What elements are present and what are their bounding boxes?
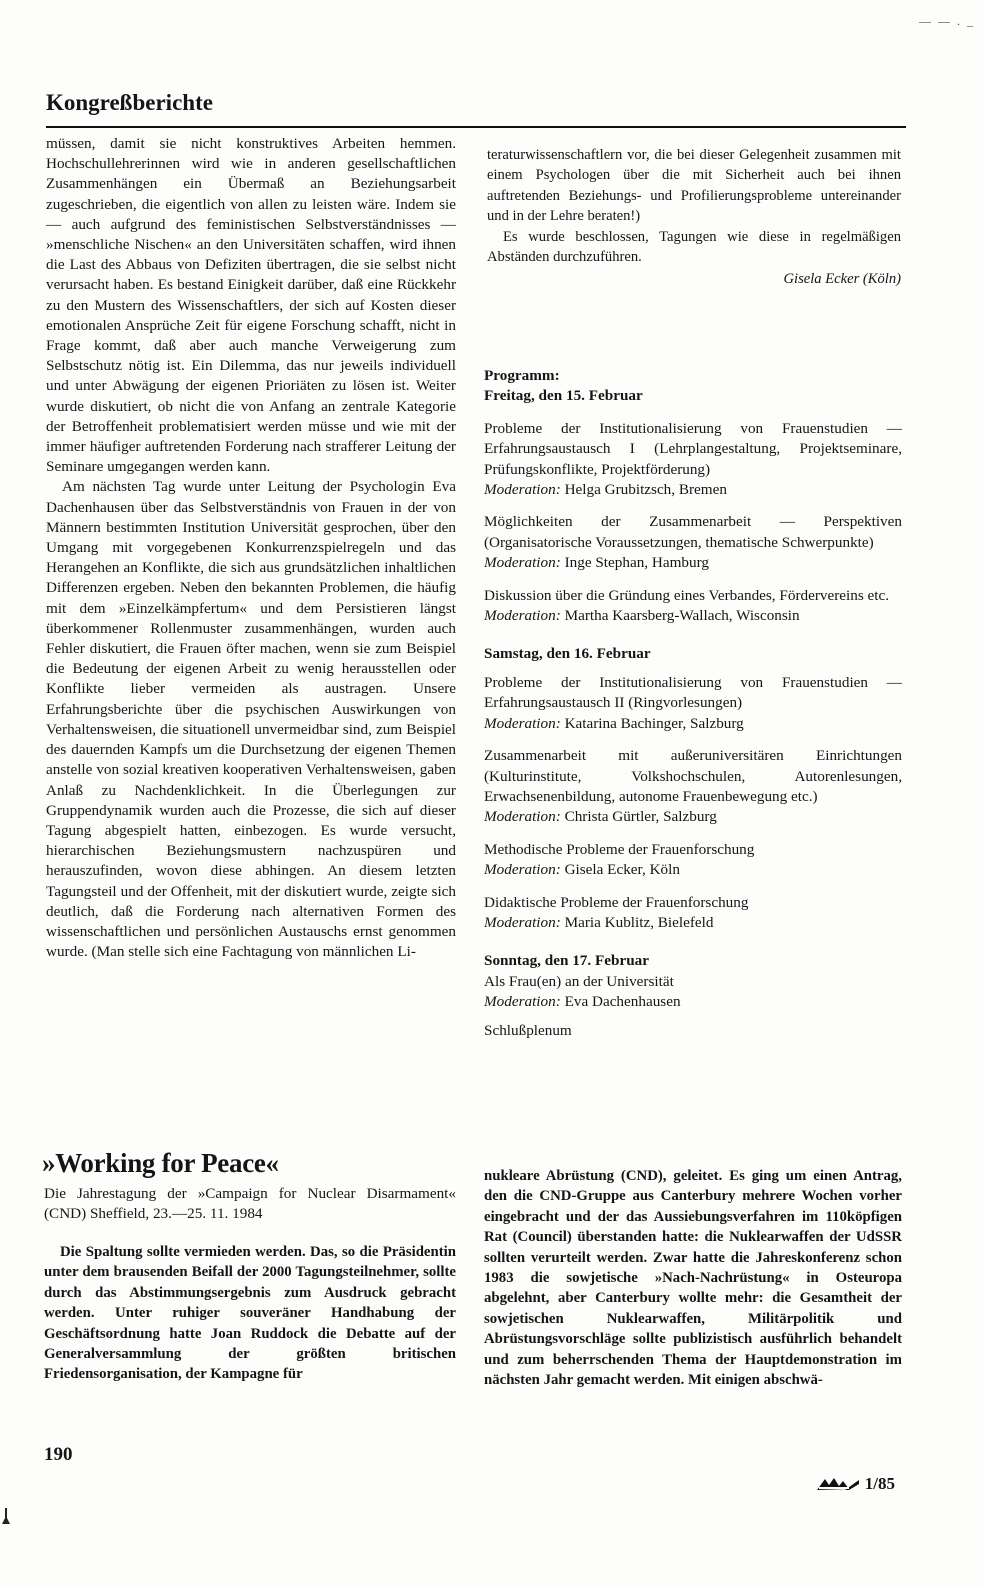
program-item — [484, 419, 902, 501]
journal-logo-icon — [815, 1476, 861, 1492]
article-title: »Working for Peace« — [42, 1148, 279, 1178]
report-paragraph: teraturwissenschaftlern vor, die bei dieser Gelegenheit zusammen mit einem Psychologen über die mit Sicherheit auch bei ihnen auftretenden Beziehungs- und Profilierungsprobleme untereinander und in der Lehre beraten!) — [487, 147, 901, 225]
program-day-title: Sonntag, den 17. Februar — [484, 952, 649, 970]
moderation-label: Moderation: — [484, 607, 561, 625]
program-item-text: Als Frau(en) an der Universität — [484, 972, 674, 990]
moderation-label: Moderation: — [484, 993, 561, 1011]
program-item-text: Möglichkeiten der Zusammenarbeit — Perspektiven (Organisatorische Voraussetzungen, thematische Schwerpunkte) — [484, 513, 902, 551]
moderator-name: Maria Kublitz, Bielefeld — [564, 913, 714, 931]
report-paragraph: Es wurde beschlossen, Tagungen wie diese in regelmäßigen Abständen durchzuführen. — [487, 228, 901, 266]
program-moderation — [484, 714, 902, 734]
moderation-label: Moderation: — [484, 714, 561, 732]
moderator-name: Christa Gürtler, Salzburg — [564, 808, 717, 826]
program-item-text: Probleme der Institutionalisierung von Frauenstudien — Erfahrungsaustausch II (Ringvorlesungen) — [484, 673, 902, 712]
program-day-title: Samstag, den 16. Februar — [484, 645, 651, 663]
section-title: Kongreßberichte — [46, 90, 213, 115]
moderation-label: Moderation: — [484, 554, 561, 572]
program-item — [484, 512, 902, 573]
program-moderation — [484, 606, 902, 626]
moderator-name: Katarina Bachinger, Salzburg — [564, 714, 744, 732]
program — [484, 366, 902, 1041]
program-item — [484, 673, 902, 734]
program-moderation — [484, 913, 902, 933]
program-item-text: Probleme der Institutionalisierung von Frauenstudien — Erfahrungsaustausch I (Lehrplangestaltung, Projektseminare, Prüfungskonflikte, Projektförderung) — [484, 419, 902, 478]
article-subtitle: Die Jahrestagung der »Campaign for Nuclear Disarmament« (CND) Sheffield, 23.—25. 11. 1984 — [44, 1185, 456, 1222]
report-signature: Gisela Ecker (Köln) — [783, 271, 901, 288]
scan-marks: — — . _ — [919, 14, 975, 28]
moderator-name: Inge Stephan, Hamburg — [564, 554, 709, 572]
program-item-text: Methodische Probleme der Frauenforschung — [484, 840, 755, 858]
article-right-column — [484, 1166, 902, 1390]
report-right-column — [487, 145, 901, 290]
program-item — [484, 840, 902, 881]
header-rule — [46, 126, 906, 128]
program-item-text: Diskussion über die Gründung eines Verbandes, Fördervereins etc. — [484, 586, 890, 604]
program-item — [484, 746, 902, 828]
program-item-text: Didaktische Probleme der Frauenforschung — [484, 893, 749, 911]
moderation-label: Moderation: — [484, 861, 561, 879]
issue-number: 1/85 — [864, 1474, 895, 1493]
issue-label — [815, 1474, 895, 1494]
program-item — [484, 972, 902, 1013]
program-item — [484, 586, 902, 627]
program-item-text: Zusammenarbeit mit außeruniversitären Einrichtungen (Kulturinstitute, Volkshochschulen, Autorenlesungen, Erwachsenenbildung, autonome Frauenbewegung etc.) — [484, 747, 902, 805]
program-moderation — [484, 553, 902, 573]
program-moderation — [484, 860, 902, 880]
moderation-label: Moderation: — [484, 481, 561, 499]
moderation-label: Moderation: — [484, 913, 561, 931]
moderator-name: Martha Kaarsberg-Wallach, Wisconsin — [564, 607, 800, 625]
article-paragraph: nukleare Abrüstung (CND), geleitet. Es ging um einen Antrag, den die CND-Gruppe aus Canterbury mehrere Wochen vorher eingebracht und der das Aussiebungsverfahren im 110köpfigen Rat (Council) überstanden hatte: die Nuklearwaffen der UdSSR sollten verurteilt werden. Zwar hatte die Jahreskonferenz schon 1983 die sowjetische »Nach-Nachrüstung« in Osteuropa abgelehnt, aber Canterbury wollte mehr: die Gesamtheit der sowjetischen Nuklearwaffen, Militärpolitik und Abrüstungsvorschläge sollte publizistisch ausführlich behandelt und zum beherrschenden Thema der Hauptdemonstration im nächsten Jahr gemacht werden. Mit einigen abschwä- — [484, 1168, 902, 1389]
report-paragraph: Am nächsten Tag wurde unter Leitung der Psychologin Eva Dachenhausen über das Selbstverständnis von Frauen in der von Männern bestimmten Institution Universität gesprochen, über den Umgang mit vorgegebenen Konkurrenzspielregeln und das Herangehen an Konflikte, die sich aus grundsätzlichen inhaltlichen Differenzen ergeben. Neben den bekannten Problemen, die häufig mit dem »Einzelkämpfertum« und dem Persistieren längst überkommener Rollenmuster zusammenhängen, wurden auch Fehler diskutiert, die Frauen öfter machen, wenn sie zum Beispiel die Bedeutung der eigenen Arbeit zu wenig herausstellen oder Konflikte lieber vermeiden als austragen. Unsere Erfahrungsberichte über die psychischen Auswirkungen von Verhaltensweisen, die situationell unvermeidbar sind, zum Beispiel des dauernden Kampfs um die Durchsetzung der eigenen Themen anstelle von sozial kreativen kooperativen Verhaltensweisen, gaben Anlaß zu Nachdenklichkeit. In die Überlegungen zur Gruppendynamik wurden auch die Prozesse, die sich auf dieser Tagung abgespielt hatten, einbezogen. Es wurde versucht, hierarchischen Beziehungsmustern nachzuspüren und herauszufinden, wovon diese abhingen. An diesem letzten Tagungsteil und der Offenheit, mit der diskutiert wurde, zeigte sich deutlich, daß die Forderung nach alternativen Formen des wissenschaftlichen und persönlichen Austauschs ernst genommen wurde. (Man stelle sich eine Fachtagung von männlichen Li- — [46, 478, 456, 961]
program-moderation — [484, 807, 902, 827]
moderation-label: Moderation: — [484, 808, 561, 826]
moderator-name: Gisela Ecker, Köln — [564, 861, 680, 879]
program-item — [484, 893, 902, 934]
article-left-column — [44, 1242, 456, 1385]
moderator-name: Eva Dachenhausen — [564, 993, 681, 1011]
program-moderation — [484, 992, 902, 1012]
report-paragraph: müssen, damit sie nicht konstruktives Arbeiten hemmen. Hochschullehrerinnen wird wie in anderen gesellschaftlichen Zusammenhängen ein Übermaß an Beziehungsarbeit zugeschrieben, die eigentlich von allen zu leisten wäre. Indem sie — auch aufgrund des feministischen Selbstverständnisses — »menschliche Nischen« an den Universitäten schaffen, wird ihnen die Last des Abbaus von Defiziten übertragen, die sie selbst nicht verursacht haben. Es bestand Einigkeit darüber, daß eine Rückkehr zu den Mustern des Wissenschaftlers, der sich auf Kosten dieser emotionalen Ansprüche Zeit für eigene Forschung schafft, nicht in Frage kommt, daß aber auch manche Verweigerung zum Selbstschutz nötig ist. Ein Dilemma, das nur jeweils individuell und unter Abwägung der eigenen Prioriäten zu lösen ist. Weiter wurde diskutiert, ob nicht die von Anfang an zentrale Kategorie der Betroffenheit problematisiert werden müsse und wie mit der immer häufiger auftretenden Forderung nach strafferer Leitung der Seminare umgegangen werden kann. — [46, 135, 456, 476]
program-day-title: Freitag, den 15. Februar — [484, 387, 643, 405]
moderator-name: Helga Grubitzsch, Bremen — [564, 481, 727, 499]
program-moderation — [484, 480, 902, 500]
program-closing: Schlußplenum — [484, 1021, 572, 1039]
report-left-column — [46, 134, 456, 962]
page-number: 190 — [44, 1444, 73, 1465]
program-heading: Programm: — [484, 367, 560, 384]
scan-artifact-mark — [2, 1508, 10, 1524]
article-paragraph: Die Spaltung sollte vermieden werden. Das, so die Präsidentin unter dem brausenden Beifall der 2000 Tagungsteilnehmer, sollte durch das Abstimmungsergebnis zum Ausdruck gebracht werden. Unter ruhiger souveräner Handhabung der Geschäftsordnung hatte Joan Ruddock die Debatte auf der Generalversammlung der größten britischen Friedensorganisation, der Kampagne für — [44, 1244, 456, 1383]
